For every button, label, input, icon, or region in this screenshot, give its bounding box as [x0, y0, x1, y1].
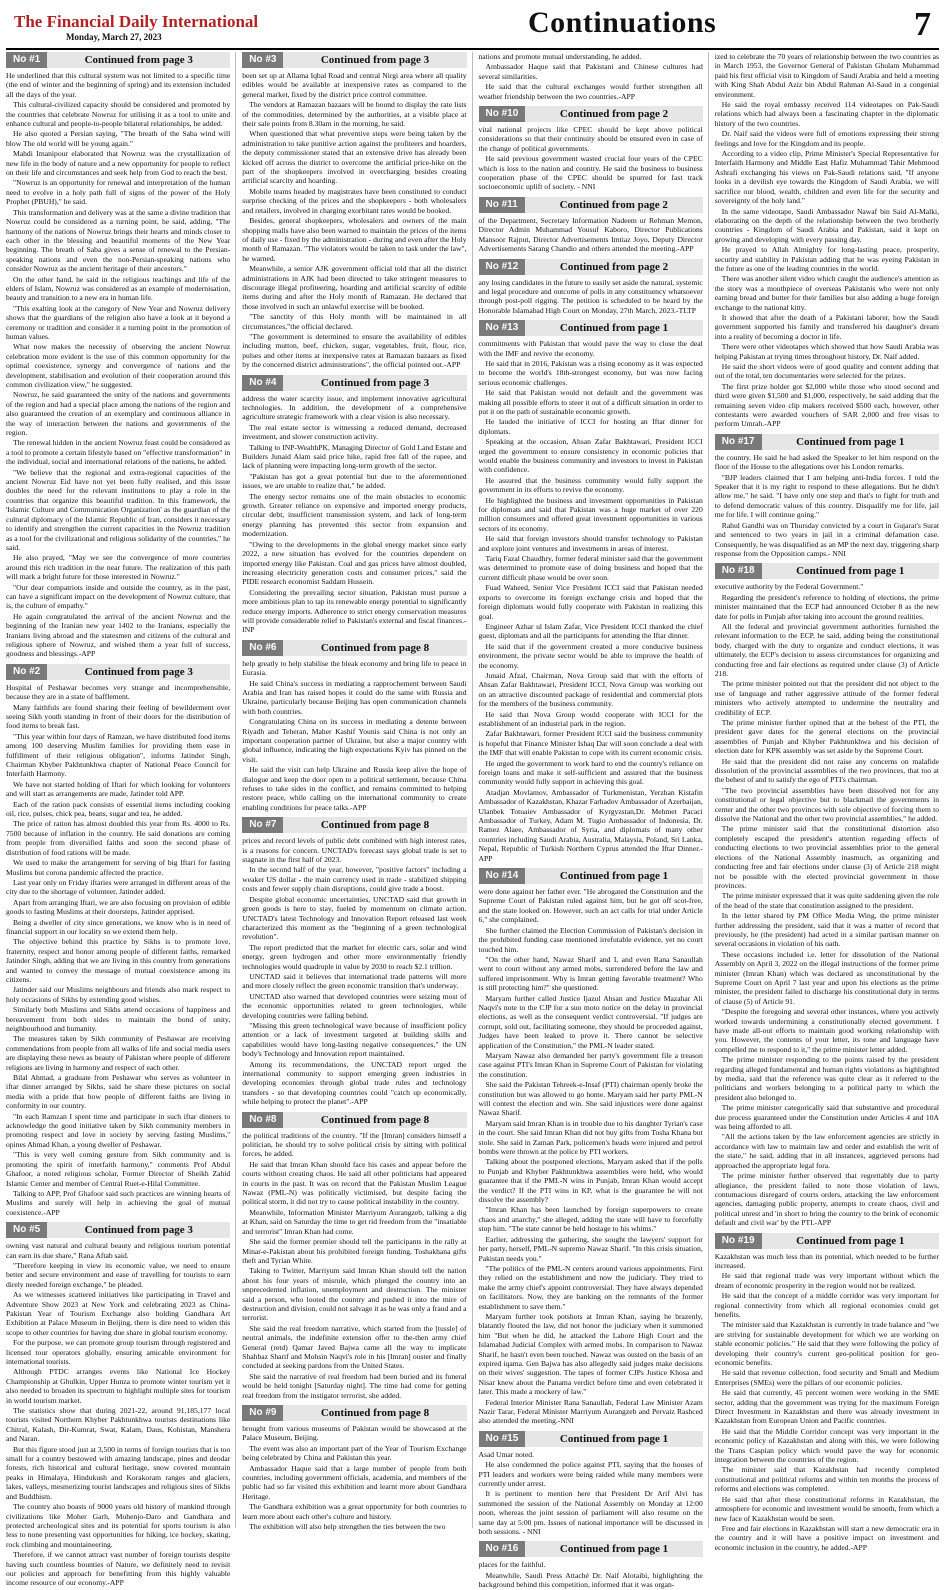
article-paragraph: Kazakhstan was much less than its potential, which needed to be further increased. [714, 1251, 939, 1270]
article-paragraph: The minister said that Kazakhstan had recently completed constitutional and political reforms and within ten months the process of reforms and elections was completed. [714, 1465, 939, 1494]
article-paragraph: places for the faithful. [478, 1560, 546, 1570]
article-paragraph: The prime minister expressed that it was quite saddening given the role of the head of the state that constitution assigned to the president. [714, 891, 939, 910]
article-header-bar [242, 817, 466, 833]
article-paragraph: He underlined that this cultural system was not limited to a specific time (the end of winter and the beginning of spring) and its extension included all the days of the year. [6, 71, 231, 99]
article-paragraph: He lauded the initiative of ICCI for hosting an Iftar dinner for diplomats. [478, 417, 703, 436]
continued-from-label: Continued from page 3 [84, 54, 193, 66]
article-paragraph: He said the royal embassy received 114 videotapes on Pak-Saudi relations which had always been a fascinating chapter in the diplomatic history of the two countries. [714, 100, 939, 128]
article-paragraph: He said the visit can help Ukraine and Russia keep alive the hope of dialogue and keep the door open to a political settlement, because China refuses to take sides in the conflict, and remains committed to helping restore peace, while calling on the international community to create enabling conditions for peace talks.-APP [242, 765, 467, 812]
article-paragraph: Hospital of Peshawar becomes very strange and incomprehensible, because they are in a state of bafflement. [6, 682, 231, 702]
article-header-bar [715, 1233, 939, 1249]
article-header-bar [479, 259, 703, 275]
article-paragraph: We used to make the arrangement for serving of big Iftari for fasting Muslims but corona pandemic affected the practice. [6, 858, 231, 877]
article-paragraph: This cultural-civilized capacity should be considered and promoted by the countries that celebrate Nowruz for utilising it as a tool to unite and enhance cultural and people-to-people bilateral relationships, he added. [6, 100, 231, 129]
article-paragraph: Maryam further called Justice Ijazul Ahsan and Justice Mazahar Ali Naqvi's note to the CJP for a suo moto notice on the delay in provincial elections, as well as the consequent verdict controversial. "If judges are corrupt, sold out, facilitating someone, they should be proceeded against, Judges have been leaked to prove it. There cannot be selective application of the Constitution," the PML-N leader stated. [478, 993, 703, 1050]
article-paragraph: Taking to Twitter, Marriyum said Imran Khan should tell the nation about his four years of misrule, which plunged the country into an unprecedented inflation, unemployment and destruction. The minister said a person, who looted the country and pushed it into the mire of destruction and division, could not salvage it as he was only a fraud and a terrorist. [242, 1266, 467, 1323]
article-paragraph: Regarding the president's reference to holding of elections, the prime minister maintained that the ECP had announced October 8 as the new date for polls in Punjab after taking into account the ground realities. [714, 592, 939, 621]
article-paragraph: Similarly both Muslims and Sikhs attend occasions of happiness and bereavement from both sides to maintain the bond of unity, neighbourhood and humanity. [6, 1005, 231, 1033]
article [479, 197, 703, 254]
article-paragraph: The vendors at Ramazan bazaars will be bound to display the rate lists of the commodities, determined by the authorities, at a visible place at their sale points from 8.30am in the morning, he said. [242, 100, 467, 129]
article-paragraph: He urged the government to work hard to end the country's reliance on foreign loans and make it self-sufficient and assured that the business community would fully support in achieving this goal. [478, 758, 703, 787]
article [715, 52, 939, 429]
article-header-bar [242, 640, 466, 656]
article-paragraph: Considering the prevailing sector situation, Pakistan must pursue a more ambitious plan to tap its renewable energy potential to significantly reduce energy imports. Adherence to strict energy conservation measures will provide considerable relief to Pakistan's external and fiscal finances.-INP [242, 587, 467, 635]
article [715, 434, 939, 558]
article-paragraph: "The politics of the PML-N centers around various appointments. First they relied on the establishment and now the judiciary. They tried to make the army chief's appoint controversial. They have always depended on facilitators. Now, they are banking on the remnants of the former establishment to save them." [478, 1263, 703, 1311]
article-paragraph: brought from various museums of Pakistan would be showcased at the Palace Museum, Beijing. [242, 1424, 467, 1443]
article-paragraph: Mahdi Imanipour elaborated that Nowruz was the crystallization of new life in the body of nature and a new opportunity for people to reflect on their life and circumstances and seek help from God to reach the best. [6, 149, 231, 178]
column-3 [478, 52, 709, 1590]
article-paragraph: The renewal hidden in the ancient Nowruz feast could be considered as a tool to promote a certain lifestyle based on "effective transformation" in the individual, social and international relations of the nations, he added. [6, 438, 231, 467]
article [479, 259, 703, 316]
article-paragraph: When questioned that what preventive steps were being taken by the administration to take punitive action against the profiteers and hoarders, the deputy commissioner stated that an extensive drive has already been kicked off across the district to overcome the artificial price-hike on the part of the shopkeepers involved in overcharging besides creating artificial scarcity and hoarding. [242, 129, 467, 186]
article [479, 106, 703, 192]
article-header-bar [715, 434, 939, 450]
article-paragraph: Mobile teams headed by magistrates have been constituted to conduct surprise checking of the prices and the shopkeepers - both wholesalers and retailers, involved in charging exorbitant rates would be booked. [242, 186, 467, 215]
article-paragraph: Maryam Nawaz also demanded her party's government file a treason case against PTI's Imran Khan in Supreme Court of Pakistan for violating the constitution. [478, 1050, 703, 1079]
article-paragraph: "Missing this green technological wave because of insufficient policy attention or a lack of investment targeted at building skills and capabilities would have long-lasting negative consequences," the UN body's Technology and Innovation report maintained. [242, 1020, 467, 1059]
article-paragraph: Congratulating China on its success in mediating a detente between Riyadh and Teheran, Maher Kashif Younis said China is not only an important cooperation partner of Ukraine, but also a major country with global influence, indicating the high expectations Kyiv has pinned on the visit. [242, 717, 467, 764]
article-paragraph: Jatinder said our Muslims neighbours and friends also mark respect to holy occasions of Sikhs by extending good wishes. [6, 985, 231, 1004]
article-paragraph: "All the actions taken by the law enforcement agencies are strictly in accordance with law to maintain law and order and establish the writ of the state," he said, adding that in all instances, aggrieved persons had approached the appropriate legal fora. [714, 1132, 939, 1170]
article-header-bar [479, 197, 703, 213]
article-number: No #10 [479, 106, 526, 122]
article-paragraph: Ambassador Haque said that a large number of people from both countries, including government officials, academia, and members of the public had so far visited this exhibition and learnt more about Gandhara Heritage. [242, 1463, 467, 1501]
article-paragraph: Talking about the postponed elections, Maryam asked that if the polls to Punjab and Khyber Pakhtunkhwa assemblies were held, who would guarantee that if the PML-N wins in Punjab, Imran Khan would accept the verdict? If the PTI wins in KP, what is the guarantee he will not dissolve the assembly? [478, 1157, 703, 1205]
article-paragraph: "This year within four days of Ramzan, we have distributed food items among 100 deserving Muslim families for providing them ease in fulfillment of their religious obligation", informs Jatinder Singh, Chairman Khyber Pakhtunkhwa chapter of National Peace Council for Interfaith Harmony. [6, 731, 231, 779]
article-paragraph: The prime minister further opined that at the behest of the PTI, the president gave dates for the general elections on the provincial assemblies of Punjab and Khyber Pakhtunkhwa and his decision of election date for KPK assembly was set aside by the Supreme Court. [714, 718, 939, 756]
article-paragraph: Meanwhile, Information Minister Marriyum Aurangzeb, talking a dig at Khan, said on Saturday the time to get rid freedom from the "insatiable and terrorist" Imran Khan had come. [242, 1207, 467, 1236]
article-paragraph: She further claimed the Election Commission of Pakistan's decision in the prohibited funding case mentioned irrefutable evidence, yet no court touched him. [478, 925, 703, 954]
article-header-bar [242, 375, 466, 391]
article [715, 1233, 939, 1553]
article-paragraph: Each of the ration pack consists of essential items including cooking oil, rice, pulses, chick pea, beans, sugar and tea, he added. [6, 799, 231, 819]
column-4 [714, 52, 939, 1552]
article-paragraph: He highlighted the business and investment opportunities in Pakistan for diplomats and said that Pakistan was a huge market of over 220 million consumers and offered great investment opportunities in various sectors of its economy. [478, 495, 703, 533]
article-paragraph: He said that Imran Khan should face his cases and appear before the courts without creating chaos. He said all other politicians had appeared in courts in the past. It was on record that the Pakistan Muslim League Nawaz (PML-N) was politically victimised, but despite facing the political storm, it did not try to cause political instability in the country. [242, 1159, 467, 1207]
article-header-bar [479, 1431, 703, 1447]
article-paragraph: "Therefore keeping in view its economic value, we need to ensure better and secure environment and ease of travelling for tourists to earn direly needed foreign exchange," he pleaded. [6, 1260, 231, 1289]
article-paragraph: Among its recommendations, the UNCTAD report urged the international community to support emerging green industries in developing economies through global trade rules and technology transfers - so that developing countries could "catch up economically, while helping to protect the planet".-APP [242, 1059, 467, 1107]
continued-from-label: Continued from page 8 [320, 1407, 430, 1419]
article-paragraph: commitments with Pakistan that would pave the way to close the deal with the IMF and revive the economy. [478, 339, 703, 358]
article-paragraph: been set up at Allama Iqbal Road and central Nirgi area where all quality edibles would be available at inexpensive rates as compared to the general market, fixed by the district price control committee. [242, 71, 467, 99]
column-2 [242, 52, 472, 1532]
article-number: No #5 [6, 1222, 47, 1238]
article-paragraph: "Pakistan has got a great potential but due to the aforementioned issues, we are unable to realize that," he added. [242, 471, 467, 491]
article-paragraph: Atadjan Movlamov, Ambassador of Turkmenistan, Yerzhan Kistafin Ambassador of Kazakhstan, Khazar Farhadov Ambassador of Azerbaijan, Ulanbek Totuaiev Ambassador of Kyrgyzstan,Dr. Mehmet Pacaci Ambassador of Turkey, Adam M. Tugio Ambassador of Indonesia, Dr. Ramez Alaee, Ambassador of Syria, and diplomats of many other countries including Saudi Arabia, Australia, Malaysia, Poland, Sri Lanka, Nepal, Republic of Turkish Northern Cyprus attended the Iftar Dinner.-APP [478, 787, 703, 863]
article-number: No #13 [479, 320, 526, 336]
article-paragraph: He said previous government wasted crucial four years of the CPEC which is loss to the nation and country. He said the business to business cooperation phase of the CPEC should be spurred for fast track socioeconomic uplift of society. - NNI [478, 154, 703, 192]
continued-from-label: Continued from page 3 [84, 1224, 193, 1237]
article-paragraph: "Despite the foregoing and several other instances, where you actively worked towards undermining a constitutionally elected government. I have made all-out efforts to maintain good working relationship with you. However, the contents of your letter, its tone and language have compelled me to respond to it," the prime minister letter added. [714, 1007, 939, 1054]
article-paragraph: He said that the concept of a middle corridor was very important for regional connectivity from which all regional economies could get benefits. [714, 1291, 939, 1319]
article-number: No #1 [6, 52, 47, 68]
article-header-bar [242, 52, 466, 68]
article-paragraph: In the same videotape, Saudi Ambassador Nawaf bin Said Al-Malki, elaborating on the depth of the relationship between the two brotherly countries - Kingdom of Saudi Arabia and Pakistan, said it kept on growing and developing with every passing day. [714, 206, 939, 244]
article-paragraph: The Gandhara exhibition was a great opportunity for both countries to learn more about each other's culture and history. [242, 1502, 467, 1521]
article-paragraph: He said the short videos were of good quality and content adding that out of the total, ten documentaries were selected for the prizes. [714, 362, 939, 381]
article-paragraph: All the federal and provincial government authorities furnished the relevant information to the ECP, he said, adding being the constitutional body, charged with the duty to organize and conduct elections, it was ultimately, the ECP's decision to assess circumstances for organizing and conducting free and fair elections as required under clause (3) of Article 218. [714, 621, 939, 678]
continued-from-label: Continued from page 2 [559, 198, 668, 211]
article-paragraph: UNCTAD said it believes that international trade patterns will more and more closely reflect the green economic transition that's underway. [242, 971, 467, 991]
article-paragraph: "Owing to the developments in the global energy market since early 2022, a new situation has evolved for the countries dependent on imported energy like Pakistan. Coal and gas prices have almost doubled, increasing electricity generation costs and consumer prices," said the PIDE research economist Saddam Hussein. [242, 539, 467, 587]
article-paragraph: address the water scarcity issue, and implement innovative agricultural technologies. In addition, the development of a comprehensive agriculture strategic framework with a clear vision is also necessary. [242, 393, 467, 422]
article-paragraph: The report predicted that the market for electric cars, solar and wind energy, green hydrogen and other more environmentally friendly technologies would quadruple in value by 2030 to reach $2.1 trillion. [242, 942, 467, 971]
article-paragraph: He said that if the government created a more conducive business environment, the private sector would be able to improve the health of the economy. [478, 641, 703, 670]
article-paragraph: Junaid Afzal, Chairman, Nova Group said that with the efforts of Ahsan Zafar Bakhtawari, President ICCI, Nova Group was working out on an attractive discounted package of residential and commercial plots for the members of the business community. [478, 670, 703, 709]
article-paragraph: The prime minister further observed that regrettably due to party allegiance, the president failed to note those violation of laws, contumacious disregard of courts orders, attacking the law enforcement agencies, damaging public property, attempts to create chaos, civil and political unrest and 'in short to bring the country to the brink of economic default and civil war' by the PTI.-APP [714, 1171, 939, 1228]
continued-from-label: Continued from page 1 [559, 870, 669, 883]
article-paragraph: The exhibition will also help strengthen the ties between the two [249, 1522, 446, 1532]
article-number: No #18 [715, 563, 762, 579]
article-paragraph: The event was also an important part of the Year of Tourism Exchange being celebrated by China and Pakistan this year. [242, 1443, 467, 1463]
article-paragraph: This transformation and delivery was at the same a divine tradition that Nowruz could be considered as a turning point, he said, adding, "The harmony of the nations of Nowruz brings their hearts and minds closer to each other in the blessing and beautiful moments of the New Year beginning. The breath of Saba gives a sense of renewal to the Persian-speaking nations and even the non-Persian-speaking nations who consider Nowruz as the ancient heritage of their ancestors." [6, 207, 231, 274]
article-paragraph: Fuad Waheed, Senior Vice President ICCI said that Pakistan needed exports to overcome its foreign exchange crisis and hoped that the foreign diplomats would fully cooperate with Pakistan in realizing this goal. [478, 583, 703, 621]
article-paragraph: For the purpose, we can promote group tourism through registered and licensed tour operators globally, ensuring amicable environment for international tourists. [6, 1338, 231, 1366]
article [479, 868, 703, 1426]
article-paragraph: "Imran Khan has been launched by foreign superpowers to create chaos and anarchy," she alleged, adding the state will have to forcefully stop him. "The state cannot be held hostage to his whims." [478, 1205, 703, 1234]
article [242, 640, 466, 813]
article-paragraph: He also quoted a Persian saying, "The breath of the Saba wind will blow The old world will be young again." [6, 129, 231, 148]
article-paragraph: were done against her father ever. "He abrogated the Constitution and the Supreme Court of Pakistan ruled against him, but he got off scot-free, and the state looked on. However, such an act calls for trial under Article 6," she complained. [478, 887, 703, 925]
article-number: No #14 [479, 868, 526, 884]
continued-from-label: Continued from page 2 [559, 260, 669, 273]
article-paragraph: Dr. Naif said the videos were full of emotions expressing their strong feelings and love for the Kingdom and its people. [714, 129, 939, 148]
article-paragraph: "The sanctity of this Holy month will be maintained in all circumstances,"the official declared. [242, 312, 467, 331]
article-paragraph: Maryam said Imran Khan is in trouble due to his daughter Tyrian's case in the court. She said Imran Khan did not buy gifts from Tosha Khana but stole. She said in Zaman Park, policemen's heads were injured and petrol bombs were thrown at the police by PTI workers. [478, 1118, 703, 1157]
article [242, 817, 466, 1106]
column-1 [6, 52, 236, 1588]
article-paragraph: She said the former premier should tell the participants in the rally at Minar-e-Pakistan about his prohibited foreign funding, Toshakhana gifts theft and Tyrian White. [242, 1237, 467, 1265]
article-paragraph: He said that Pakistan would not default and the government was making all possible efforts to steer it out of a difficult situation in order to put it on the path of sustainable economic growth. [478, 388, 703, 416]
article-paragraph: But this figure stood just at 3,500 in terms of foreign tourists that is too small for a country bestowed with amazing landscape, pines and deodar forests, rich historical and cultural heritage, snow covered mountain peaks in Himalaya, Hindukush and Korakoram ranges and glaciers, lakes, valleys, mesmerizing tourist landscapes and religious sites of Sikhs and Buddhism. [6, 1444, 231, 1501]
article [6, 52, 230, 659]
article-header-bar [6, 664, 230, 680]
masthead [6, 4, 939, 50]
article-paragraph: He said that the cultural exchanges would further strengthen all weather friendship between the two countries.-APP [478, 82, 703, 101]
article-paragraph: She said the real freedom narrative, which started from the [tussle] of neutral animals, the indefinite extension offer to the-then army chief General (retd) Qamar Javed Bajwa came all the way to implicate Shahbaz Sharif and Mohsin Naqvi's role in his [Imran] ouster and finally concluded at seeking pardons from the United States. [242, 1323, 467, 1371]
article-number: No #8 [242, 1112, 283, 1128]
article-paragraph: "We believe that the regional and extra-regional capacities of the ancient Nowruz Eid have not yet been fully realised, and this issue doubles the need for the relevant institutions to play a role in the countries that organize this beautiful tradition. In this framework, the 'Islamic Culture and Communication Organization' as the guardian of the cultural diplomacy of the Islamic Republic of Iran, considers it necessary to identify and strengthen the current capacities in the Nowruz tradition as a tool for the civilizational and religious solidarity of the countries," he said. [6, 467, 231, 552]
article-paragraph: Although PTDC arranges events like National Ice Hockey Championship at Ghulkin, Upper Hunza to promote winter tourism yet it also needed to broaden its spectrum to highlight multiple sites for tourism in world tourism market. [6, 1367, 231, 1405]
article-paragraph: "This is very well coming gesture from Sikh community and is promoting the spirit of interfaith harmony," comments Prof Abdul Ghafoor, a noted religious scholar, Former Director of Sheikh Zahid Islamic Center and member of Central Ruet-e-Hilal Committee. [6, 1150, 231, 1188]
article-paragraph: "This exalting look at the category of New Year and Nowruz delivery shows that the guardians of the religion also have a look at it beyond a ceremony or tradition and consider it a turning point in the promotion of human values. [6, 303, 231, 341]
article-paragraph: Earlier, addressing the gathering, she sought the lawyers' support for her party, herself, PML-N supremo Nawaz Sharif. "In this crisis situation, Pakistan needs you." [478, 1234, 703, 1263]
continued-from-label: Continued from page 1 [559, 1543, 669, 1556]
article-paragraph: Last year only on Friday iftaries were arranged in different areas of the city due to the shortage of volunteer, Jatinder added. [6, 877, 231, 897]
article-number: No #2 [6, 664, 47, 680]
article-number: No #7 [242, 817, 283, 833]
article-paragraph: It showed that after the death of a Pakistani laborer, how the Saudi government supported his family and transferred his daughter's dream into a reality of becoming a doctor in life. [714, 312, 939, 341]
article-paragraph: of the Department, Secretary Information Nadeem ur Rehman Memon, Director Admin Muhammad Yousuf Kaboro, Director Publications Mansoor Rajput, Director Advertisements Imtiaz Joyo, Deputy Director Advertisements Sarang Chandio and others attended the meeting.-APP [478, 215, 703, 254]
article-paragraph: Besides, general shopkeepers, wholesalers and owners of the main shopping malls have also been warned to maintain the prices of the items of daily use - fixed by the administration - during and even after the Holy month of Ramazan. "The violators would be taken to task under the law", he warned. [242, 216, 467, 263]
article-paragraph: The prime minister said that the constitutional distortion also completely escaped the president's attention regarding effects of conducting elections to two provincial assemblies prior to the general elections of the National Assembly inasmuch, as organizing and conducting free and fair elections under clause (3) of Article 218 might not be possible with the elected provincial government in those provinces. [714, 824, 939, 890]
article-paragraph: The prime minister pointed out that the president did not object to the use of language and rather aggressive attitude of the former federal ministers who actively attempted to undermine the neutrality and credibility of ECP. [714, 679, 939, 717]
article-paragraph: Talking to APP, Prof Ghafoor said such practices are winning hearts of Muslims and surely will help in achieving the goal of mutual coexistence.-APP [6, 1188, 231, 1217]
article-paragraph: As we witnesses scattered initiatives like participating in Travel and Adventure Show 2023 at New York and celebrating 2023 as China-Pakistan Year of Tourism Exchange also holding Gandhara Art Exhibition at Palace Museum in Beijing, there is dire need to widen this scope to other countries for having due share in global tourism economy. [6, 1290, 231, 1337]
article-paragraph: In the letter shared by PM Office Media Wing, the prime minister further addressing the president, said that it was a matter of record that previously, he (the president) had acted in a similar partisan manner on several occasions in violation of his oath. [714, 911, 939, 949]
article-paragraph: "The two provincial assemblies have been dissolved not for any constitutional or legal objective but to blackmail the governments in center and the other two provinces with sole objective of forcing them to dissolve the National and the other two provincial assemblies," he added. [714, 785, 939, 824]
continued-from-label: Continued from page 1 [796, 565, 905, 578]
article-paragraph: Apart from arranging Iftari, we are also focusing on provision of edible goods to fasting Muslims at their doorsteps, Jatinder apprised. [6, 897, 231, 917]
article-paragraph: "Nowruz is an opportunity for renewal and interpretation of the human need to evolve in a holy path full of signs of the power of the Holy Prophet (PBUH)," he said. [6, 178, 231, 207]
article-number: No #11 [479, 197, 525, 213]
article [242, 375, 466, 635]
article [479, 1431, 703, 1537]
continued-from-label: Continued from page 2 [559, 108, 669, 121]
article-paragraph: These occasions included i.e. letter for dissolution of the National Assembly on April 3, 2022 on the illegal instructions of the former prime minister (Imran Khan) which was declared as unconstitutional by the Supreme Court on April 7 last year and upon his elections as the prime minister, the president failed to discharge his constitutional duty in terms of clause (5) of Article 91. [714, 949, 939, 1006]
article-paragraph: He also condemned the police against PTI, saying that the houses of PTI leaders and workers were being raided while many members were currently under arrest. [478, 1460, 703, 1489]
article-paragraph: He said that currently, 45 percent women were working in the SME sector, adding that the government was trying for the maximum Foreign Direct Investment in Kazakhstan and there was already investment in Kazakhstan from European Union and Pacific countries. [714, 1388, 939, 1426]
article-paragraph: "In each Ramzan I spent time and participate in such iftar dinners to acknowledge the good initiative taken by Sikh community members in promoting respect and love in society by serving fasting Muslims," opines Ahmad Khan, a young dweller of Peshawar. [6, 1111, 231, 1149]
article-paragraph: Tariq Fazal Chaudhry, former federal minister said that the government was determined to promote ease of doing business and hoped that the current difficult phase would be over soon. [478, 554, 703, 582]
article-number: No #19 [715, 1233, 762, 1249]
article [479, 320, 703, 863]
article-paragraph: On the other hand, he said in the religious teachings and life of the elders of Islam, Nowruz was considered as an example of modernisation, beauty and transition to a new era in human life. [6, 274, 231, 303]
continued-from-label: Continued from page 1 [796, 1234, 905, 1247]
article-paragraph: Free and fair elections in Kazakhstan will start a new democratic era in the country and it will have a positive impact on investment and economic inclusion in the country, he added.-APP [714, 1523, 939, 1552]
article-paragraph: She said the Pakistan Tehreek-e-Insaf (PTI) chairman openly broke the constitution but was allowed to go home. Maryam said her party PML-N will contest the election and win. She said injustices were done against Nawaz Sharif. [478, 1080, 703, 1118]
article-paragraph: He also prayed, "May we see the convergence of more countries around this rich tradition in the near future. The realization of this path will mark a bright future for those interested in Nowruz." [6, 553, 231, 582]
article-paragraph: According to a video clip, Prime Minister's Special Representative for Interfaith Harmony and Middle East Hafiz Muhammad Tahir Mehmood Ashrafi exchanging his views on Pak-Saudi relations said, "If anyone looks in a devilish eye towards the Kingdom of Saudi Arabia, we will sacrifice our blood, wealth, children and even life for the security and sovereignty of the holy land." [714, 149, 939, 206]
article-paragraph: What now makes the necessity of observing the ancient Nowruz celebration more evident is the use of this common opportunity for the optimal coexistence, synergy and convergence of nations and the development, stabilisation and evolution of their cooperation around this common civilization view," he suggested. [6, 342, 231, 389]
article-paragraph: "The government is determined to ensure the availability of edibles including mutton, beef, chicken, sugar, vegetables, fruit, flour, rice, pulses and other items at inexpensive rates at Ramazan bazaars as fixed by the concerned district administrations", the official pointed out.-APP [242, 331, 467, 370]
article-number: No #9 [242, 1405, 283, 1421]
article-number: No #16 [479, 1541, 526, 1557]
article-paragraph: The minister said that Kazakhstan is currently in trade balance and "we are striving for sustainable development for which we are working on stable economic policies." He said that they were following the policy of developing their country's current geo-political position for geo-economic benefits. [714, 1320, 939, 1367]
continued-from-label: Continued from page 1 [796, 435, 905, 448]
article-number: No #6 [242, 640, 283, 656]
article-paragraph: Ambassador Haque said that Pakistani and Chinese cultures had several similarities. [478, 62, 703, 81]
article-paragraph: Meanwhile, a senior AJK government official told that all the district administrations in AJK had been directed to take stringent measures to discourage illegal profiteering, hoarding and artificial scarcity of edible items during and after the Holy month of Ramazan. He declared that those involved in such an unlawful exercise will be booked. [242, 264, 467, 311]
article-paragraph: The statistics show that during 2021-22, around 91,185,177 local tourists visited Northern Khyber Pakhtunkhwa tourists destinations like Chitral, Kalash, Dir-Kumrat, Swat, Kalam, Daus, Kohistan, Manshera and Naran. [6, 1406, 231, 1444]
article-paragraph: The real estate sector is witnessing a reduced demand, decreased investment, and slower construction activity. [242, 422, 467, 442]
continued-from-label: Continued from page 1 [559, 1432, 669, 1445]
article-paragraph: the country. He said he had asked the Speaker to let him respond on the floor of the House to the allegations over his London remarks. [714, 452, 939, 472]
article-paragraph: Maryam further took potshots at Imran Khan, saying he brazenly, blatantly flouted the law, did not honor the judiciary when it summoned him "But when he did, he attacked the Lahore High Court and the Islamabad Judicial Complex with armed mobs. In comparison to Nawaz Sharif, he hasn't even been touched. Nawaz was ousted on the basis of an expired iqama. Gen Bajwa has also allegedly said judges make decisions on their wives' suggestion. The tapes of former CJPs Justice Khosa and Nisar knew about the Panama verdict before time and even celebrated it later. This made a mockery of law." [478, 1311, 703, 1397]
article-header-bar [479, 106, 703, 122]
article-header-bar [479, 320, 703, 336]
article-paragraph: There was another silent video which caught the audience's attention as the story was a mouthpiece of overseas Pakistanis who were not only earning bread and butter for their families but also adding a huge foreign exchange to the national kitty. [714, 274, 939, 312]
article-paragraph: "BJP leaders claimed that I am helping anti-India forces. I told the Speaker that it is my right to respond to these allegations. But he didn't allow me," he said. "I have only one step and that's to fight for truth and to defend democratic values of this country. Disqualify me for life, jail me for life. I will continue going." [714, 472, 939, 520]
article-paragraph: He said that regional trade was very important without which the dream of economic prosperity in the region would not be realized. [714, 1271, 939, 1290]
article-paragraph: There were other videotapes which showed that how Saudi Arabia was helping Pakistan at trying times throughout history, Dr. Naif added. [714, 342, 939, 361]
article-paragraph: The price of ration has almost doubled this year from Rs. 4000 to Rs. 7500 because of inflation in the country. He said donations are coming from people from diversified faiths and soon the second phase of distribution of food rations will be made. [6, 819, 231, 857]
continued-from-label: Continued from page 3 [320, 376, 430, 389]
article-paragraph: the political traditions of the country. "If the [Imran] considers himself a politician, he should try to solve political crisis by sitting with political forces, he added. [242, 1130, 467, 1159]
article-number: No #15 [479, 1431, 526, 1447]
article-paragraph: Nowruz, he said guaranteed the unity of the nations and governments of the region and had a special place among the nations of the region and also guaranteed the creation of an exemplary and continuous alliance in the way of interaction between the nations and governments of the region. [6, 390, 231, 438]
article [242, 1112, 466, 1400]
continued-from-label: Continued from page 3 [84, 665, 193, 678]
article-paragraph: owning vast natural and cultural beauty and religious tourism potential can earn its due share," Rana Aftab said. [6, 1241, 231, 1260]
article-paragraph: She said the narrative of real freedom had been buried and its funeral would be held tonight [Saturday night]. The time had come for getting real freedom from the instigator terrorist, she added. [242, 1371, 467, 1400]
article-header-bar [6, 1222, 230, 1238]
article [6, 664, 230, 1217]
article-paragraph: He said that after these constitutional reforms in Kazakhstan, the atmosphere for economic and investment would be smooth, from which a new face of Kazakhstan would be seen. [714, 1494, 939, 1523]
article-paragraph: The country also boasts of 9000 years old history of mankind through civilizations like Moher Garh, Mohenjo-Daro and Gandhara and protected archeological sites and its potential for sports tourism is also less to none presenting vast opportunities for hiking, ice hockey, skating, rock climbing and mountaineering. [6, 1502, 231, 1549]
article-paragraph: The prime minister categorically said that substantive and procedural due process guaranteed under the Constitution under Articles 4 and 10A was being afforded to all. [714, 1103, 939, 1132]
article-number: No #17 [715, 434, 762, 450]
article-paragraph: Rahul Gandhi was on Thursday convicted by a court in Gujarat's Surat and sentenced to two years in jail in a criminal defamation case. Consequently, he was disqualified as an MP the next day, triggering sharp response from the Opposition camps.- NNI [714, 520, 939, 558]
article-header-bar [715, 563, 939, 579]
article-paragraph: Federal Interior Minister Rana Sanaullah, Federal Law Minister Azam Nazir Tarar, Federal Minister Marriyum Aurangzeb and Pervaiz Rashced also attended the meeting.-NNI [478, 1397, 703, 1426]
article [479, 52, 703, 101]
article-paragraph: ized to celebrate the 70 years of relationship between the two countries as in March 1953, the Governor General of Pakistan Ghulam Muhammad paid his first official visit to Kingdom of Saudi Arabia and held a meeting with King Shah Abdul Aziz bin Abdul Rahman Al-Saud in a congenial environment. [714, 52, 939, 99]
article-number: No #12 [479, 259, 526, 275]
article-paragraph: any losing candidates in the future to easily set aside the natural, systemic and legal procedure and outcome of polls in any constituency whatsoever through post-poll rigging. The petition is scheduled to be heard by the Honorable Islamabad High Court on Monday, 27th March, 2023.-TLTP [478, 277, 703, 315]
article-header-bar [6, 52, 230, 68]
article-paragraph: He again congratulated the arrival of the ancient Nowruz and the beginning of the Iranian new year 1402 to the Iranians, especially the Iranians living abroad and the statesmen and citizens of the cultural and religious sphere of Nowruz, and wished them a year full of success, goodness and blessings.-APP [6, 611, 231, 659]
article-paragraph: Bilal Ahmad, a graduate from Peshawar who serves as volunteer in iftar dinner arranged by Sikhs, said he share these pictures on social media with a pride that how people of different faiths are living in conformity in our country. [6, 1073, 231, 1111]
continued-from-label: Continued from page 8 [320, 819, 430, 832]
article-paragraph: "Our dear compatriots inside and outside the country, as in the past, can have a significant impact on the development of Nowruz culture, that is, the culture of empathy." [6, 582, 231, 611]
article-paragraph: He assured that the business community would fully support the government in its efforts to revive the economy. [478, 475, 703, 495]
article-number: No #4 [242, 375, 283, 391]
continued-from-label: Continued from page 8 [320, 1113, 430, 1126]
article-paragraph: He said that in 2016, Pakistan was a rising economy as it was expected to become the world's 18th-strongest economy, but was now facing serious economic challenges. [478, 358, 703, 387]
article-paragraph: He said that revenue collection, food security and Small and Medium Enterprises (SMEs) were the pillars of our economic policies. [714, 1368, 939, 1387]
article-paragraph: Engineer Azhar ul Islam Zafar, Vice President ICCI thanked the chief guest, diplomats and all the participants for attending the Iftar dinner. [478, 621, 703, 641]
article-paragraph: UNCTAD also warned that developed countries were seizing most of the economic opportunities related to green technologies, while developing countries were falling behind. [242, 991, 467, 1020]
article-paragraph: Many faithfuls are found sharing their feeling of bewilderment over seeing Sikh youth standing in front of their doors for the distribution of food items to break fast. [6, 702, 231, 731]
article-paragraph: executive authority by the Federal Government." [714, 582, 864, 592]
article-paragraph: The objective behind this practice by Sikhs is to promote love, fraternity, respect and honor among people of different faiths, remarked Jatinder Singh, adding that we are living in this country from generations and wanted to convey the message of mutual coexistence among its citizens. [6, 937, 231, 984]
article-paragraph: "On the other hand, Nawaz Sharif and I, and even Rana Sanaullah went to court without any armed mobs, surrendered before the law and suffered imprisonment. Why is Imran getting favorable treatment? Who is still protecting him?" she questioned. [478, 954, 703, 993]
article [715, 563, 939, 1227]
section-title: Continuations [528, 6, 717, 39]
article-paragraph: Despite global economic uncertainties, UNCTAD said that growth in green goods is here to stay, fueled by momentum on climate action. UNCTAD's latest Technology and Innovation Report released last week characterized this moment as the "beginning of a green technological revolution". [242, 894, 467, 942]
article-header-bar [242, 1405, 466, 1421]
paper-date: Monday, March 27, 2023 [66, 32, 162, 42]
continued-from-label: Continued from page 8 [320, 641, 430, 654]
article-paragraph: Asad Umar noted. [478, 1449, 534, 1459]
continued-from-label: Continued from page 3 [320, 54, 430, 66]
article [479, 1541, 703, 1589]
article-paragraph: Meanwhile, Saudi Press Attaché Dr. Naif Alotaibi, highlighting the background behind this competition, informed that it was organ- [478, 1570, 703, 1590]
article [6, 1222, 230, 1588]
article-paragraph: He said that Nova Group would cooperate with ICCI for the establishment of an industrial park in the region. [478, 709, 703, 728]
article [242, 1405, 466, 1531]
paper-name: The Financial Daily International [14, 12, 259, 31]
article-paragraph: The energy sector remains one of the main obstacles to economic growth. Greater reliance on expensive and imported energy products, circular debt, insufficient transmission system, and lack of long-term energy planning has prevented this sector from expansion and modernization. [242, 491, 467, 539]
article-paragraph: The first prize holder got $2,000 while those who stood second and third were given $1,500 and $1,000, respectively, he said adding that the remaining seven video clip makers received $500 each, however, other contestants were awarded vouchers of SAR 2,000 and free visas to perform Umrah.-APP [714, 381, 939, 429]
article-paragraph: He said that the Middle Corridor concept was very important in the economic policy of Kazakhstan and along with this, we were following the Trans Caspian policy which would pave the way for economic integration between the countries of the region. [714, 1426, 939, 1465]
article-paragraph: We have not started holding of Iftari for which looking for volunteers and will start as arrangements are made, Jatinder told APP. [6, 779, 231, 799]
article-paragraph: He prayed to Allah Almighty for long-lasting peace, prosperity, security and stability in Pakistan adding that he was eyeing Pakistan in the future as one of the leading countries in the world. [714, 245, 939, 273]
article-header-bar [242, 1112, 466, 1128]
article-paragraph: Speaking at the occasion, Ahsan Zafar Bakhtawari, President ICCI urged the government to ensure consistency in economic policies that would enable the business community and investors to invest in Pakistan with confidence. [478, 437, 703, 475]
article-paragraph: The prime minister responding to the points raised by the president regarding alleged fundamental and human rights violations as highlighted by media, said that the reference was quite clear as it referred to the politicians and workers belonging to a political party to which the president also belonged to. [714, 1055, 939, 1102]
article-paragraph: help greatly to help stabilise the bleak economy and bring life to peace in Eurasia. [242, 658, 467, 678]
article-paragraph: The measures taken by Sikh community of Peshawar are receiving commendations from people from all walks of life and social media users are displaying these news as beauty of Pakistan where people of different religions are living in harmony and respect of each other. [6, 1034, 231, 1072]
article-paragraph: vital national projects like CPEC should be kept above political considerations so that their continuity should be ensured even in case of the change of political governments. [478, 125, 703, 153]
article-paragraph: He said China's success in mediating a rapprochement between Saudi Arabia and Iran has raised hopes it could do the same with Russia and Ukraine, particularly because Beijing has open communication channels with both countries. [242, 678, 467, 716]
article-paragraph: He said that the president did not raise any concerns on malafide dissolution of the provincial assemblies of the two provinces, that too at the behest of and to satisfy the ego of PTI's chairman. [714, 756, 939, 785]
article-paragraph: Being a dweller of city since generations, we know who is in need of financial support in our locality so we extend them help. [6, 917, 231, 936]
article-header-bar [479, 1541, 703, 1557]
article-paragraph: He said that foreign investors should transfer technology to Pakistan and explore joint ventures and investments in areas of interest. [478, 534, 703, 553]
article-paragraph: Zafar Bakhtawari, former President ICCI said the business community is hopeful that Finance Minister Ishaq Dar will soon conclude a deal with the IMF that will enable Pakistan to cope with its current economic crisis. [478, 729, 703, 758]
columns-container [6, 52, 939, 1590]
page-number: 7 [914, 6, 931, 43]
article-header-bar [479, 868, 703, 884]
article-paragraph: It is pertinent to mention here that President Dr Arif Alvi has summoned the session of the National Assembly on Monday at 12:00 noon, whereas the joint session of parliament will also resume on the same day at 5:00 pm. Issues of national importance will be discussed in both sessions. - NNI [478, 1489, 703, 1537]
article-paragraph: In the second half of the year, however, "positive factors" including a weaker US dollar - the main currency used in trade - stabilized shipping costs and fewer supply chain disruptions, could give trade a boost. [242, 865, 467, 894]
article-paragraph: Therefore, if we cannot attract vast number of foreign tourists despite having such countless bounties of Nature, we definitely need to revisit our policies and approach for benefitting from this highly valuable income resource of our economy.-APP [6, 1550, 231, 1588]
article-paragraph: Talking to INP-WealthPK, Managing Director of Gold Land Estate and Builders Junaid Alam said price hike, rapid free fall of the rupee, and lack of planning were impacting long-term growth of the sector. [242, 442, 467, 471]
article-number: No #3 [242, 52, 283, 68]
article-paragraph: nations and promote mutual understanding, he added. [478, 52, 642, 61]
continued-from-label: Continued from page 1 [559, 322, 669, 335]
article-paragraph: prices and record levels of public debt combined with high interest rates, is a reasons for concern. UNCTAD's forecast says global trade is set to stagnate in the first half of 2023. [242, 836, 467, 865]
article [242, 52, 466, 370]
